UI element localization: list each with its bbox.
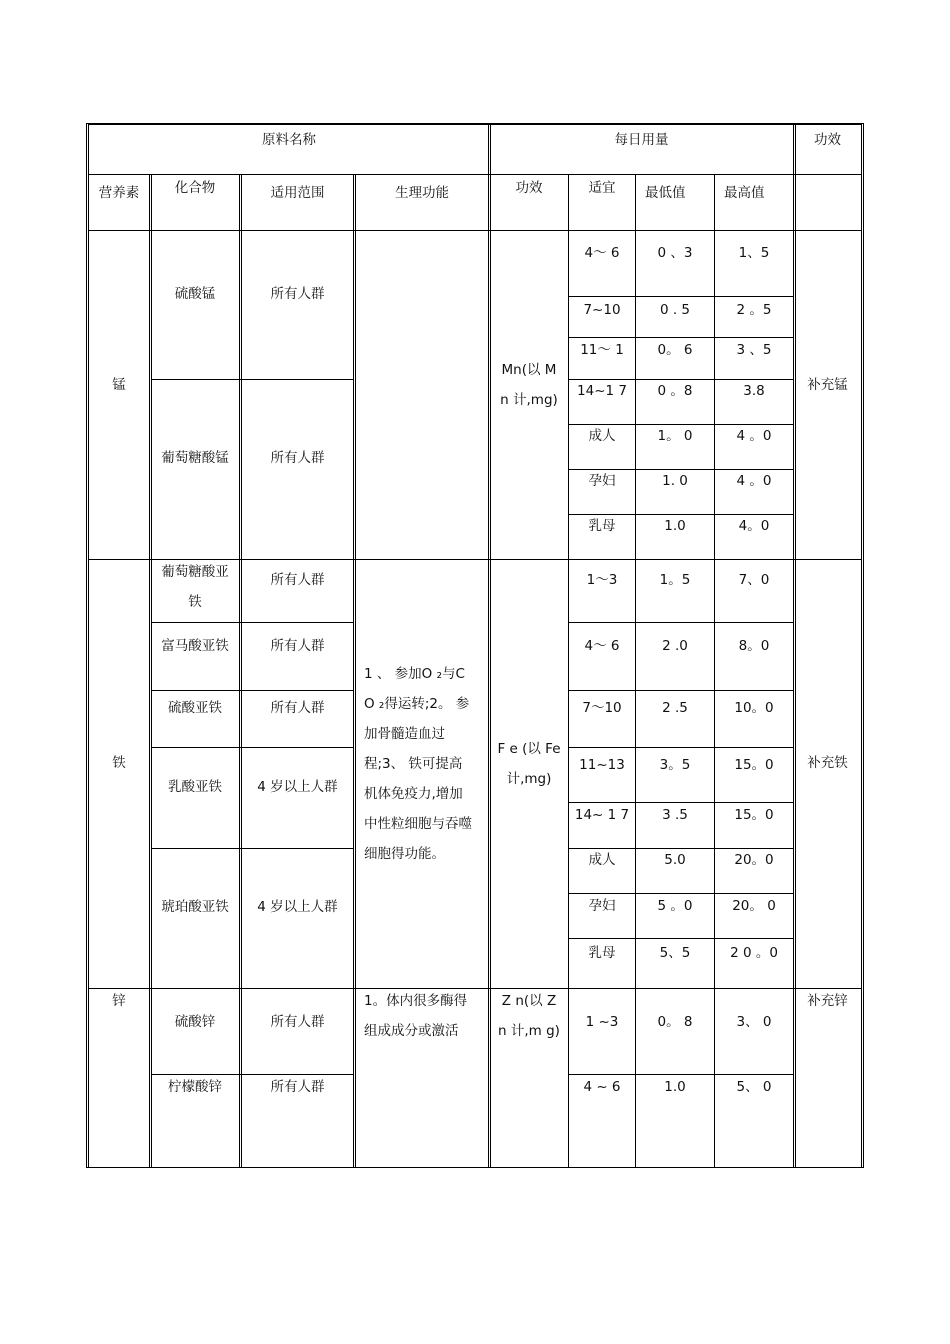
table-rule-h	[88, 559, 862, 560]
compound-name: 琥珀酸亚铁	[161, 899, 229, 915]
dosage-max: 7、0	[738, 572, 770, 588]
table-rule-h	[568, 622, 793, 623]
table-rule-h	[568, 1074, 793, 1075]
dosage-age: 4 ~ 6	[583, 1079, 621, 1095]
table-rule-h	[86, 123, 864, 124]
table-rule-h	[151, 690, 353, 691]
compound-name: 柠檬酸锌	[168, 1079, 222, 1095]
compound-name: 乳酸亚铁	[168, 779, 222, 795]
table-rule-h	[568, 848, 793, 849]
dosage-age: 成人	[588, 428, 616, 444]
table-rule-h	[568, 469, 793, 470]
header-effect: 功效	[814, 132, 841, 148]
dosage-max: 1、5	[738, 245, 770, 261]
compound-name: 硫酸锌	[174, 1014, 216, 1030]
function-text-iron: O ₂得运转;2。 参	[364, 696, 470, 712]
subheader-nutrient: 营养素	[98, 185, 140, 201]
dosage-max: 3 、5	[736, 342, 772, 358]
dosage-min: 0 . 5	[659, 302, 691, 318]
table-rule-v	[149, 174, 150, 1167]
subheader-max: 最高值	[724, 185, 765, 201]
unit-label-manganese: n 计,mg)	[500, 392, 558, 408]
table-rule-h	[88, 230, 862, 231]
table-rule-v	[714, 174, 715, 1167]
dosage-max: 4 。0	[736, 473, 772, 489]
dosage-age: 4～ 6	[584, 638, 620, 654]
table-rule-v	[793, 124, 794, 1167]
table-rule-v	[635, 174, 636, 1167]
dosage-max: 15。0	[734, 807, 774, 823]
dosage-age: 孕妇	[588, 898, 616, 914]
dosage-max: 2 。5	[736, 302, 772, 318]
effect-manganese: 补充锰	[807, 377, 848, 393]
dosage-age: 乳母	[588, 518, 616, 534]
table-rule-h	[151, 379, 353, 380]
dosage-age: 11～ 1	[580, 342, 624, 358]
dosage-max: 4。0	[738, 518, 770, 534]
dosage-min: 1。 0	[657, 428, 693, 444]
nutrient-iron: 铁	[112, 755, 126, 771]
dosage-min: 5 。0	[657, 898, 693, 914]
dosage-min: 1.0	[664, 518, 686, 534]
compound-scope: 4 岁以上人群	[257, 899, 338, 915]
dosage-min: 2 .0	[662, 638, 688, 654]
table-rule-h	[151, 1074, 353, 1075]
nutrient-zinc: 锌	[112, 993, 126, 1009]
dosage-min: 0。 6	[657, 342, 693, 358]
unit-label-zinc: n 计,m g)	[498, 1023, 560, 1039]
function-text-iron: 加骨髓造血过	[364, 726, 445, 742]
function-text-iron: 机体免疫力,增加	[364, 786, 463, 802]
compound-name: 葡萄糖酸锰	[161, 450, 229, 466]
dosage-age: 14~ 1 7	[574, 807, 630, 823]
dosage-max: 3、 0	[736, 1014, 772, 1030]
dosage-age: 7～10	[582, 700, 622, 716]
compound-name: 铁	[188, 594, 202, 610]
function-text-zinc: 组成成分或激活	[364, 1023, 459, 1039]
compound-name: 硫酸锰	[174, 286, 216, 302]
table-rule-v	[863, 123, 864, 1168]
subheader-suitable: 适宜	[588, 180, 616, 196]
dosage-min: 1.0	[664, 1079, 686, 1095]
table-rule-h	[568, 296, 793, 297]
effect-zinc: 补充锌	[807, 993, 848, 1009]
subheader-scope: 适用范围	[270, 185, 325, 201]
dosage-max: 10。0	[734, 700, 774, 716]
dosage-age: 14~1 7	[577, 383, 627, 399]
compound-scope: 4 岁以上人群	[257, 779, 338, 795]
dosage-max: 2 0 。0	[730, 945, 778, 961]
dosage-age: 1～3	[586, 572, 618, 588]
table-rule-h	[568, 337, 793, 338]
dosage-min: 0。 8	[657, 1014, 693, 1030]
effect-iron: 补充铁	[807, 755, 848, 771]
header-daily-dosage: 每日用量	[614, 132, 669, 148]
dosage-max: 5、 0	[736, 1079, 772, 1095]
dosage-age: 孕妇	[588, 473, 616, 489]
compound-scope: 所有人群	[270, 1014, 325, 1030]
dosage-age: 4～ 6	[584, 245, 620, 261]
unit-label-manganese: Mn(以 M	[501, 362, 557, 378]
unit-label-iron: 计,mg)	[506, 771, 552, 787]
table-rule-h	[86, 1167, 864, 1168]
function-text-iron: 1 、 参加O ₂与C	[364, 666, 465, 682]
subheader-min: 最低值	[645, 185, 686, 201]
dosage-age: 11~13	[579, 757, 625, 773]
table-rule-h	[151, 622, 353, 623]
dosage-min: 0 。8	[657, 383, 693, 399]
function-text-iron: 中性粒细胞与吞噬	[364, 816, 472, 832]
dosage-min: 3。5	[659, 757, 691, 773]
table-rule-h	[88, 174, 862, 175]
table-rule-v	[355, 174, 356, 1167]
table-rule-h	[568, 747, 793, 748]
compound-scope: 所有人群	[270, 450, 325, 466]
table-rule-h	[568, 514, 793, 515]
dosage-min: 5.0	[664, 852, 686, 868]
table-rule-h	[568, 379, 793, 380]
compound-scope: 所有人群	[270, 572, 325, 588]
dosage-min: 3 .5	[662, 807, 688, 823]
compound-name: 硫酸亚铁	[168, 700, 222, 716]
dosage-max: 15。0	[734, 757, 774, 773]
table-rule-v	[353, 174, 354, 1167]
table-rule-h	[568, 424, 793, 425]
dosage-age: 7~10	[583, 302, 621, 318]
unit-label-iron: F e (以 Fe	[497, 741, 561, 757]
table-rule-h	[568, 893, 793, 894]
subheader-effect: 功效	[515, 180, 543, 196]
nutrient-manganese: 锰	[112, 377, 126, 393]
dosage-min: 2 .5	[662, 700, 688, 716]
table-rule-h	[568, 938, 793, 939]
table-rule-h	[88, 988, 862, 989]
dosage-age: 1 ~3	[585, 1014, 619, 1030]
function-text-iron: 程;3、 铁可提高	[364, 756, 463, 772]
table-rule-h	[568, 690, 793, 691]
table-rule-h	[568, 802, 793, 803]
dosage-min: 1。5	[659, 572, 691, 588]
table-rule-v	[239, 174, 240, 1167]
table-rule-h	[151, 848, 353, 849]
dosage-max: 20。 0	[732, 898, 776, 914]
dosage-max: 20。0	[734, 852, 774, 868]
function-text-zinc: 1。体内很多酶得	[364, 993, 468, 1009]
table-rule-h	[151, 747, 353, 748]
subheader-compound: 化合物	[174, 180, 216, 196]
compound-scope: 所有人群	[270, 700, 325, 716]
compound-name: 葡萄糖酸亚	[161, 564, 229, 580]
dosage-min: 1. 0	[662, 473, 688, 489]
dosage-age: 乳母	[588, 945, 616, 961]
compound-scope: 所有人群	[270, 638, 325, 654]
dosage-max: 3.8	[743, 383, 765, 399]
table-rule-v	[568, 174, 569, 1167]
dosage-age: 成人	[588, 852, 616, 868]
function-text-iron: 细胞得功能。	[364, 846, 445, 862]
unit-label-zinc: Z n(以 Z	[501, 993, 557, 1009]
compound-name: 富马酸亚铁	[161, 638, 229, 654]
dosage-max: 8。0	[738, 638, 770, 654]
subheader-function: 生理功能	[395, 185, 449, 201]
table-rule-v	[86, 123, 87, 1168]
dosage-min: 5、5	[659, 945, 691, 961]
compound-scope: 所有人群	[270, 286, 325, 302]
table-rule-v	[488, 124, 489, 1167]
header-raw-material: 原料名称	[262, 132, 316, 148]
dosage-min: 0 、3	[657, 245, 693, 261]
dosage-max: 4 。0	[736, 428, 772, 444]
compound-scope: 所有人群	[270, 1079, 325, 1095]
